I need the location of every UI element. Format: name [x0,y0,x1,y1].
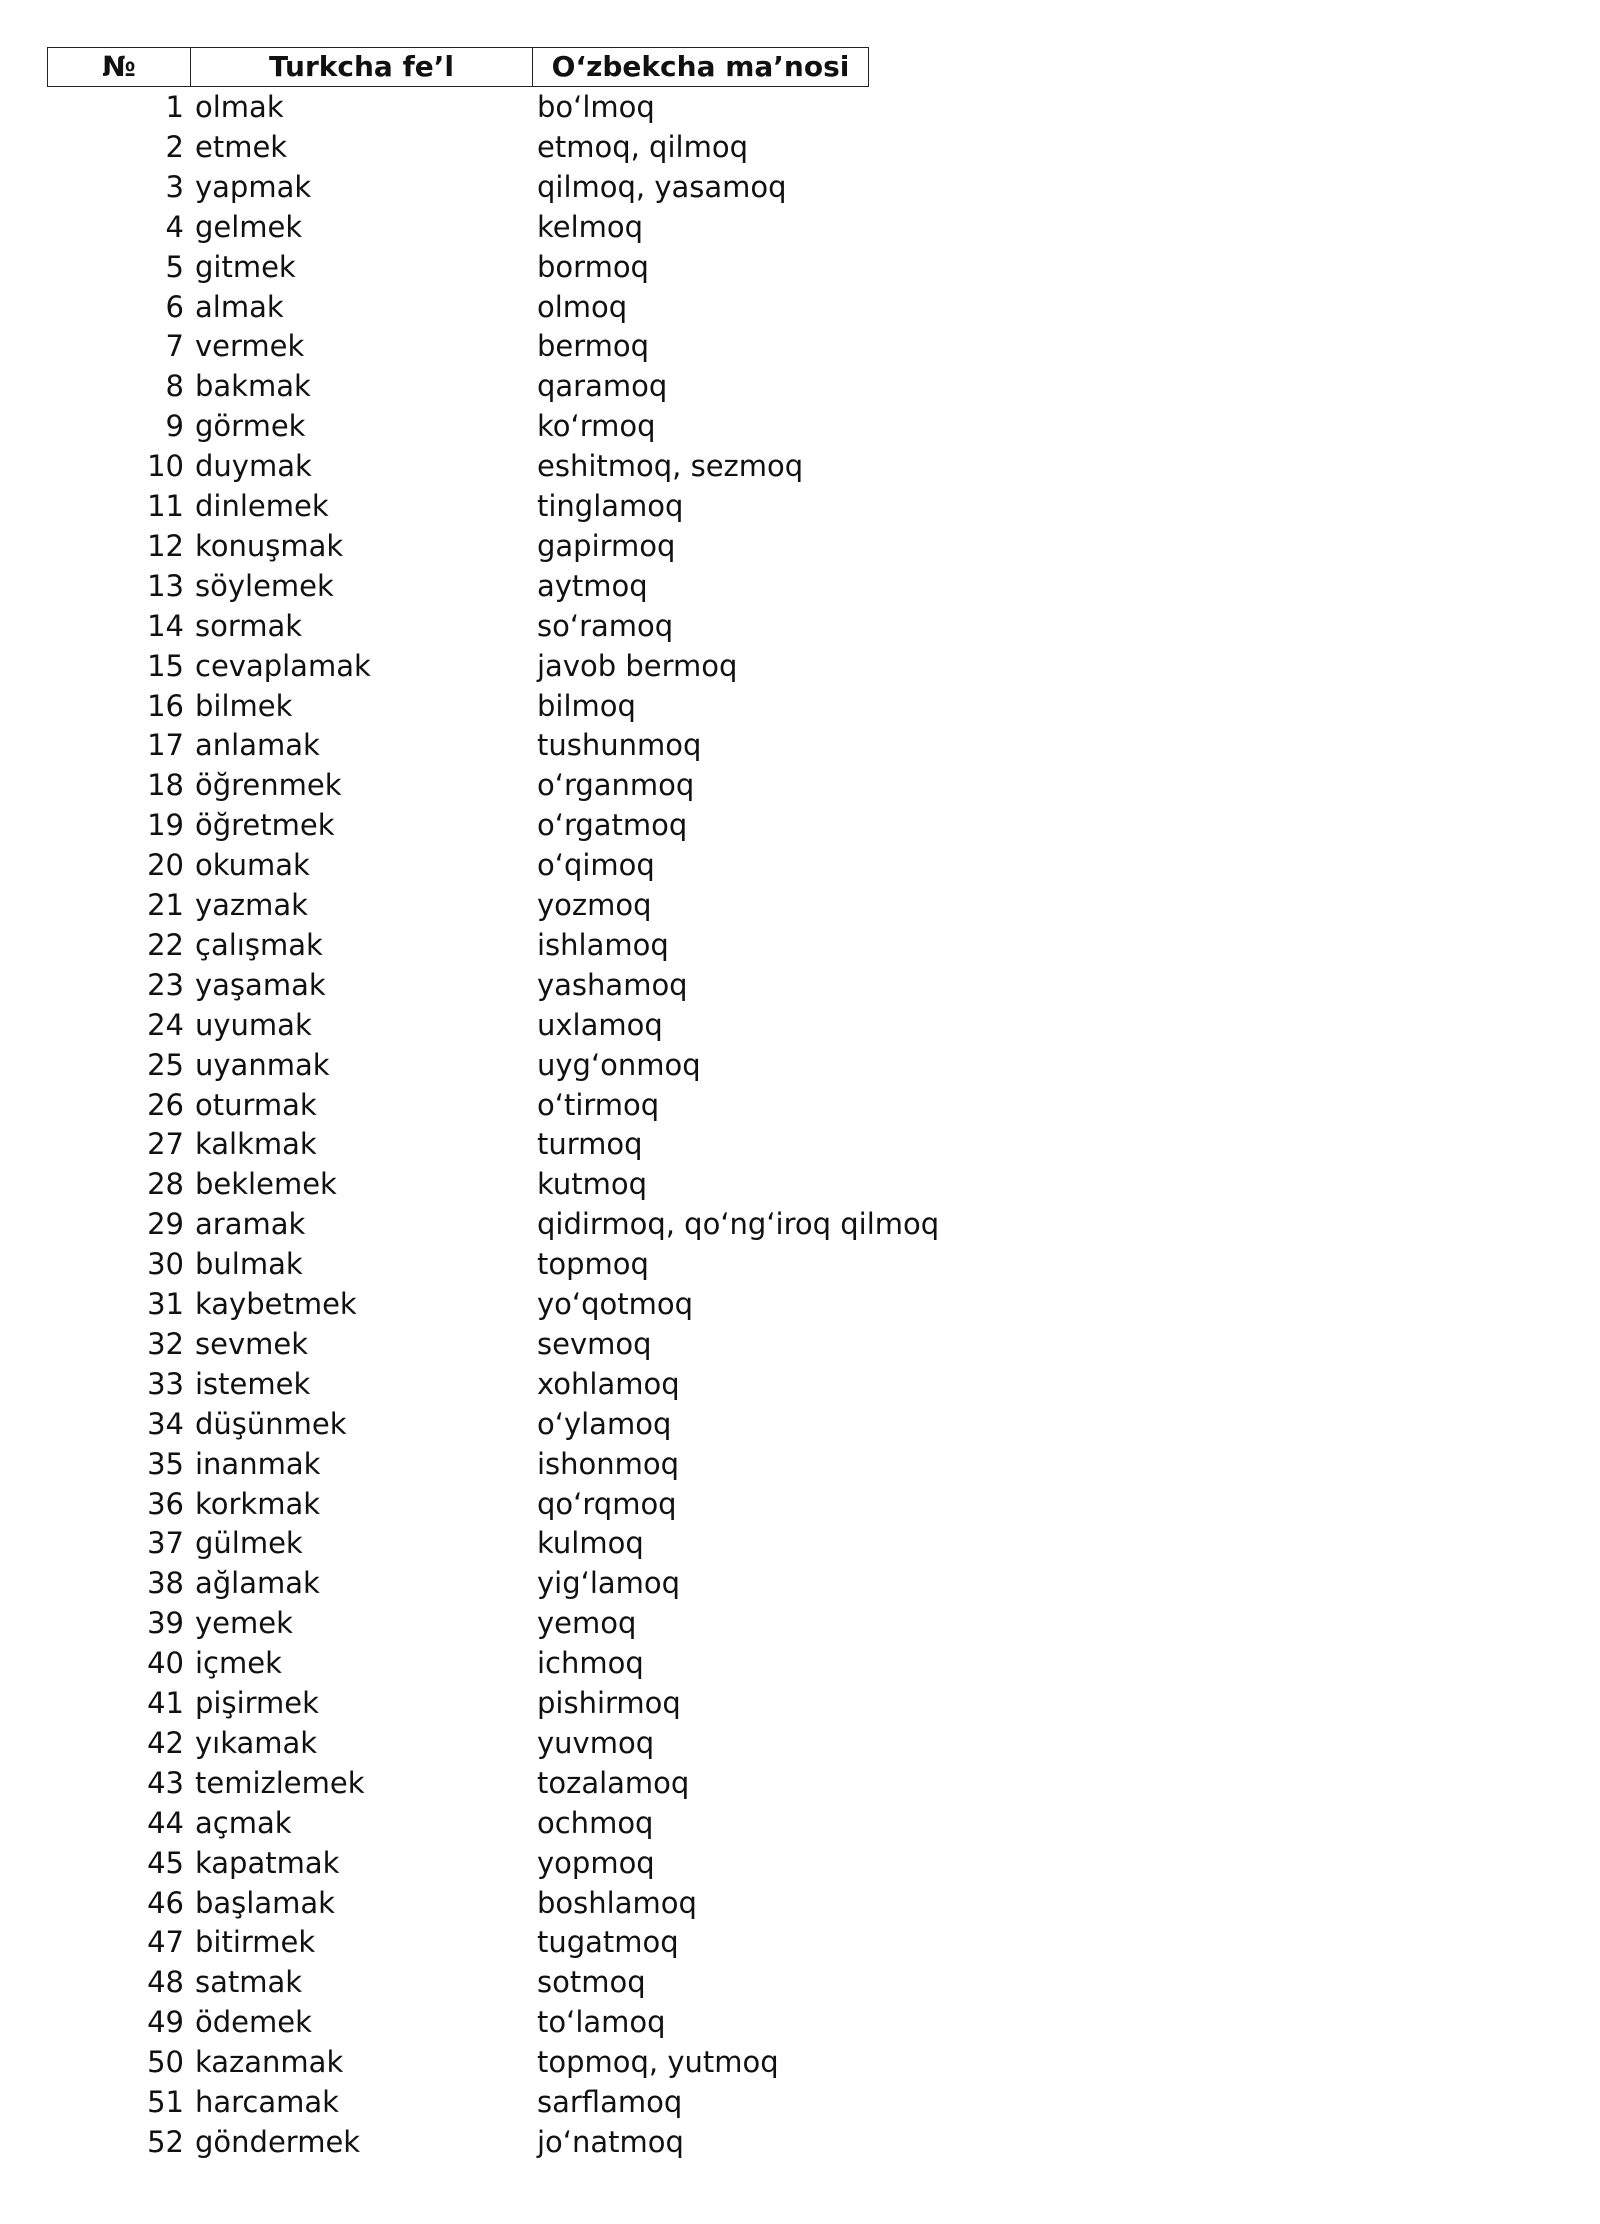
turkish-verb: satmak [195,1965,303,2000]
uzbek-meaning: javob bermoq [537,648,738,683]
row-number: 3 [165,169,184,204]
row-number: 51 [147,2085,184,2119]
turkish-verb: başlamak [195,1885,335,1920]
table-row [0,1922,1600,1962]
header-number: № [47,47,191,87]
turkish-verb: oturmak [195,1087,317,1122]
uzbek-meaning: tinglamoq [537,489,684,523]
uzbek-meaning: topmoq [537,1247,649,1282]
table-row [0,1324,1600,1364]
uzbek-meaning: sevmoq [537,1326,652,1361]
uzbek-meaning: ichmoq [537,1646,644,1681]
table-row [0,1723,1600,1763]
table-row [0,1683,1600,1723]
uzbek-meaning: o‘tirmoq [537,1087,660,1122]
uzbek-meaning: qo‘rqmoq [537,1486,677,1521]
turkish-verb: olmak [195,90,284,124]
uzbek-meaning: etmoq, qilmoq [537,129,748,164]
uzbek-meaning: kulmoq [537,1526,644,1561]
turkish-verb: öğretmek [195,808,335,843]
table-row [0,1124,1600,1164]
table-row [0,805,1600,845]
turkish-verb: ödemek [195,2005,312,2040]
turkish-verb: sevmek [195,1326,308,1361]
uzbek-meaning: uyg‘onmoq [537,1047,701,1082]
uzbek-meaning: sarflamoq [537,2085,683,2119]
row-number: 28 [147,1167,184,1202]
row-number: 8 [165,369,184,404]
table-row [0,486,1600,526]
uzbek-meaning: so‘ramoq [537,608,674,643]
turkish-verb: uyumak [195,1007,312,1042]
turkish-verb: ağlamak [195,1566,320,1601]
table-row [0,1484,1600,1524]
table-row [0,566,1600,606]
uzbek-meaning: ochmoq [537,1805,654,1840]
row-number: 9 [165,409,184,444]
uzbek-meaning: to‘lamoq [537,2005,666,2040]
row-number: 31 [147,1287,184,1321]
table-row [0,207,1600,247]
uzbek-meaning: olmoq [537,289,628,324]
turkish-verb: gülmek [195,1526,303,1561]
turkish-verb: inanmak [195,1446,321,1481]
turkish-verb: bakmak [195,369,311,404]
table-row [0,1045,1600,1085]
table-row [0,1164,1600,1204]
row-number: 49 [147,2005,184,2040]
row-number: 52 [147,2124,184,2159]
row-number: 34 [147,1406,184,1441]
turkish-verb: açmak [195,1805,292,1840]
table-row [0,1643,1600,1683]
table-row [0,765,1600,805]
uzbek-meaning: ishonmoq [537,1446,680,1481]
turkish-verb: aramak [195,1207,306,1242]
turkish-verb: görmek [195,409,306,444]
table-row [0,1444,1600,1484]
row-number: 38 [147,1566,184,1601]
turkish-verb: bulmak [195,1247,303,1282]
row-number: 35 [147,1446,184,1481]
turkish-verb: dinlemek [195,489,329,523]
uzbek-meaning: xohlamoq [537,1366,680,1401]
turkish-verb: sormak [195,608,303,643]
table-row [0,1085,1600,1125]
turkish-verb: söylemek [195,568,334,603]
row-number: 10 [147,449,184,484]
turkish-verb: yapmak [195,169,312,204]
row-number: 2 [165,129,184,164]
table-row [0,127,1600,167]
row-number: 30 [147,1247,184,1282]
turkish-verb: kazanmak [195,2045,344,2080]
row-number: 12 [147,528,184,563]
table-row [0,885,1600,925]
turkish-verb: cevaplamak [195,648,371,683]
turkish-verb: içmek [195,1646,282,1681]
table-row [0,287,1600,327]
table-row [0,526,1600,566]
uzbek-meaning: yozmoq [537,888,652,922]
turkish-verb: öğrenmek [195,768,342,803]
uzbek-meaning: jo‘natmoq [537,2124,684,2159]
turkish-verb: uyanmak [195,1047,330,1082]
row-number: 25 [147,1047,184,1082]
uzbek-meaning: bilmoq [537,688,636,723]
turkish-verb: duymak [195,449,312,484]
table-row [0,1244,1600,1284]
uzbek-meaning: yo‘qotmoq [537,1287,694,1321]
uzbek-meaning: kutmoq [537,1167,648,1202]
turkish-verb: anlamak [195,728,320,763]
row-number: 16 [147,688,184,723]
table-row [0,1603,1600,1643]
turkish-verb: korkmak [195,1486,321,1521]
table-row [0,965,1600,1005]
table-row [0,247,1600,287]
uzbek-meaning: yopmoq [537,1845,655,1880]
uzbek-meaning: yemoq [537,1606,637,1641]
row-number: 20 [147,848,184,883]
row-number: 7 [165,329,184,364]
turkish-verb: bilmek [195,688,293,723]
uzbek-meaning: o‘rganmoq [537,768,695,803]
turkish-verb: çalışmak [195,927,323,962]
table-row [0,1843,1600,1883]
uzbek-meaning: tozalamoq [537,1765,690,1800]
turkish-verb: kaybetmek [195,1287,357,1321]
uzbek-meaning: yuvmoq [537,1725,655,1760]
header-uzbek-meaning: O‘zbekcha ma’nosi [532,47,869,87]
table-row [0,167,1600,207]
uzbek-meaning: yig‘lamoq [537,1566,681,1601]
turkish-verb: yazmak [195,888,308,922]
uzbek-meaning: qaramoq [537,369,668,404]
uzbek-meaning: aytmoq [537,568,648,603]
turkish-verb: harcamak [195,2085,339,2119]
turkish-verb: gelmek [195,209,303,244]
row-number: 47 [147,1925,184,1960]
turkish-verb: yaşamak [195,967,326,1002]
table-row [0,87,1600,127]
row-number: 42 [147,1725,184,1760]
header-turkish-verb: Turkcha fe’l [190,47,533,87]
table-row [0,1563,1600,1603]
uzbek-meaning: ishlamoq [537,927,669,962]
row-number: 14 [147,608,184,643]
table-row [0,1763,1600,1803]
turkish-verb: yıkamak [195,1725,318,1760]
uzbek-meaning: bormoq [537,249,649,284]
uzbek-meaning: o‘ylamoq [537,1406,672,1441]
row-number: 40 [147,1646,184,1681]
turkish-verb: etmek [195,129,288,164]
turkish-verb: almak [195,289,284,324]
row-number: 13 [147,568,184,603]
table-row [0,1005,1600,1045]
uzbek-meaning: uxlamoq [537,1007,663,1042]
uzbek-meaning: topmoq, yutmoq [537,2045,779,2080]
row-number: 32 [147,1326,184,1361]
row-number: 36 [147,1486,184,1521]
table-row [0,2122,1600,2162]
row-number: 19 [147,808,184,843]
row-number: 45 [147,1845,184,1880]
row-number: 17 [147,728,184,763]
row-number: 11 [147,489,184,523]
uzbek-meaning: ko‘rmoq [537,409,656,444]
table-row [0,1803,1600,1843]
table-row [0,686,1600,726]
uzbek-meaning: qidirmoq, qo‘ng‘iroq qilmoq [537,1207,940,1242]
row-number: 37 [147,1526,184,1561]
table-row [0,1204,1600,1244]
uzbek-meaning: tushunmoq [537,728,702,763]
turkish-verb: yemek [195,1606,293,1641]
turkish-verb: göndermek [195,2124,361,2159]
table-row [0,1962,1600,2002]
uzbek-meaning: eshitmoq, sezmoq [537,449,804,484]
turkish-verb: bitirmek [195,1925,316,1960]
row-number: 5 [165,249,184,284]
uzbek-meaning: qilmoq, yasamoq [537,169,787,204]
uzbek-meaning: o‘qimoq [537,848,655,883]
table-row [0,606,1600,646]
turkish-verb: vermek [195,329,305,364]
table-row [0,725,1600,765]
table-row [0,446,1600,486]
uzbek-meaning: bermoq [537,329,650,364]
uzbek-meaning: pishirmoq [537,1686,681,1720]
turkish-verb: temizlemek [195,1765,365,1800]
row-number: 21 [147,888,184,922]
turkish-verb: beklemek [195,1167,337,1202]
table-row [0,925,1600,965]
turkish-verb: okumak [195,848,310,883]
row-number: 48 [147,1965,184,2000]
uzbek-meaning: bo‘lmoq [537,90,655,124]
row-number: 22 [147,927,184,962]
row-number: 46 [147,1885,184,1920]
uzbek-meaning: kelmoq [537,209,644,244]
table-row [0,2042,1600,2082]
turkish-verb: gitmek [195,249,296,284]
row-number: 4 [165,209,184,244]
row-number: 15 [147,648,184,683]
table-row [0,326,1600,366]
row-number: 41 [147,1686,184,1720]
turkish-verb: kalkmak [195,1127,317,1162]
table-row [0,1364,1600,1404]
row-number: 18 [147,768,184,803]
turkish-verb: kapatmak [195,1845,340,1880]
table-row [0,1883,1600,1923]
table-row [0,845,1600,885]
turkish-verb: konuşmak [195,528,344,563]
turkish-verb: istemek [195,1366,311,1401]
row-number: 23 [147,967,184,1002]
table-row [0,646,1600,686]
row-number: 27 [147,1127,184,1162]
uzbek-meaning: sotmoq [537,1965,646,2000]
row-number: 6 [165,289,184,324]
uzbek-meaning: tugatmoq [537,1925,679,1960]
row-number: 33 [147,1366,184,1401]
table-row [0,2002,1600,2042]
turkish-verb: düşünmek [195,1406,347,1441]
uzbek-meaning: yashamoq [537,967,688,1002]
uzbek-meaning: gapirmoq [537,528,676,563]
turkish-verb: pişirmek [195,1686,319,1720]
table-row [0,1404,1600,1444]
uzbek-meaning: turmoq [537,1127,643,1162]
uzbek-meaning: boshlamoq [537,1885,697,1920]
table-row [0,1523,1600,1563]
uzbek-meaning: o‘rgatmoq [537,808,688,843]
row-number: 24 [147,1007,184,1042]
row-number: 44 [147,1805,184,1840]
row-number: 50 [147,2045,184,2080]
row-number: 43 [147,1765,184,1800]
row-number: 1 [165,90,184,124]
table-row [0,406,1600,446]
row-number: 39 [147,1606,184,1641]
table-row [0,1284,1600,1324]
table-row [0,366,1600,406]
row-number: 26 [147,1087,184,1122]
row-number: 29 [147,1207,184,1242]
table-row [0,2082,1600,2122]
